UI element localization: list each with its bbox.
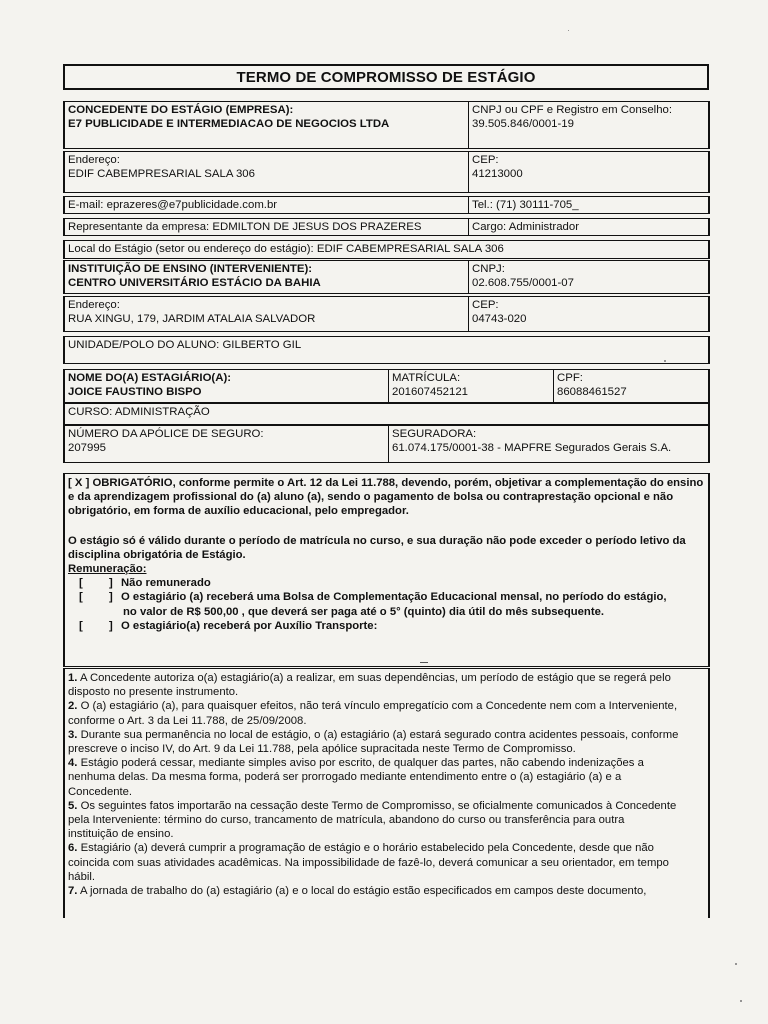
clause-5: 5. Os seguintes fatos importarão na cessação deste Termo de Compromisso, se oficialmente comunicados à Concedente	[68, 799, 677, 812]
option-2-text: O estagiário (a) receberá uma Bolsa de Complementação Educacional mensal, no período do estágio,	[121, 591, 667, 604]
clauses-section	[63, 668, 710, 918]
obrigatorio-line-1: [ X ] OBRIGATÓRIO, conforme permite o Art. 12 da Lei 11.788, devendo, porém, objetivar a complementação do ensino	[68, 477, 704, 489]
local-estagio: Local do Estágio (setor ou endereço do estágio): EDIF CABEMPRESARIAL SALA 306	[63, 240, 710, 259]
obrigatorio-section	[63, 473, 710, 667]
instituicao-cep-value: 04743-020	[472, 313, 527, 325]
scan-mark	[420, 662, 428, 663]
seguradora-cell	[388, 425, 710, 463]
estagiario-name-cell	[63, 369, 389, 403]
clause-1: 1. A Concedente autoriza o(a) estagiário(a) a realizar, em suas dependências, um período de estágio que se regerá pelo	[68, 672, 671, 684]
option-3-text: O estagiário(a) receberá por Auxílio Transporte:	[121, 619, 378, 632]
cpf-value: 86088461527	[557, 386, 627, 398]
concedente-cep-label: CEP:	[472, 154, 499, 166]
clause-7: 7. A jornada de trabalho do (a) estagiário (a) e o local do estágio estão especificados em campos deste documento,	[68, 885, 647, 898]
clause-4: 4. Estágio poderá cessar, mediante simples aviso por escrito, de qualquer das partes, não cabendo indenizações a	[68, 757, 644, 770]
instituicao-address-label: Endereço:	[68, 299, 120, 311]
concedente-cnpj-cell	[468, 101, 710, 149]
option-3-open-bracket: [	[79, 619, 83, 632]
instituicao-cnpj-cell	[468, 260, 710, 294]
concedente-cell	[63, 101, 469, 149]
concedente-email: E-mail: eprazeres@e7publicidade.com.br	[63, 196, 469, 214]
scan-speck	[740, 1000, 742, 1002]
option-nao-remunerado[interactable]	[68, 576, 705, 590]
clause-5-cont-2: instituição de ensino.	[68, 828, 174, 841]
unidade-polo: UNIDADE/POLO DO ALUNO: GILBERTO GIL	[63, 336, 710, 364]
instituicao-name: CENTRO UNIVERSITÁRIO ESTÁCIO DA BAHIA	[68, 277, 321, 289]
concedente-cnpj-value: 39.505.846/0001-19	[472, 118, 574, 130]
apolice-cell	[63, 425, 389, 463]
curso: CURSO: ADMINISTRAÇÃO	[63, 403, 710, 425]
concedente-address-label: Endereço:	[68, 154, 120, 166]
clause-6-cont-2: hábil.	[68, 870, 96, 883]
apolice-value: 207995	[68, 442, 107, 454]
concedente-name: E7 PUBLICIDADE E INTERMEDIACAO DE NEGOCIOS LTDA	[68, 118, 390, 130]
validity-line-2: disciplina obrigatória de Estágio.	[68, 548, 246, 561]
instituicao-cep-cell	[468, 296, 710, 332]
cpf-cell	[553, 369, 710, 403]
remuneracao-heading: Remuneração:	[68, 563, 147, 576]
instituicao-address-value: RUA XINGU, 179, JARDIM ATALAIA SALVADOR	[68, 313, 316, 325]
scan-speck	[664, 360, 666, 362]
concedente-cep-cell	[468, 151, 710, 193]
clause-4-cont-2: Concedente.	[68, 785, 133, 798]
option-auxilio-transporte[interactable]	[68, 619, 705, 633]
concedente-cnpj-label: CNPJ ou CPF e Registro em Conselho:	[472, 104, 673, 116]
concedente-cargo: Cargo: Administrador	[468, 218, 710, 236]
scan-speck	[568, 30, 569, 31]
clause-6-cont-1: coincida com suas atividades acadêmicas. Na impossibilidade de fazê-lo, deverá comunicar a seu orientador, em tempo	[68, 856, 669, 869]
clause-2: 2. O (a) estagiário (a), para quaisquer efeitos, não terá vínculo empregatício com a Concedente nem com a Interveniente,	[68, 700, 678, 713]
option-3-close-bracket: ]	[109, 619, 113, 632]
clause-4-cont-1: nenhuma delas. Da mesma forma, poderá ser prorrogado mediante entendimento entre o (a) estagiário (a) e a	[68, 771, 622, 784]
obrigatorio-line-2: e da aprendizagem profissional do (a) aluno (a), sendo o pagamento de bolsa ou contraprestação opcional e não	[68, 491, 674, 504]
option-bolsa[interactable]	[68, 590, 705, 604]
option-1-text: Não remunerado	[121, 577, 211, 590]
instituicao-address-cell	[63, 296, 469, 332]
clause-3-cont: prescreve o inciso IV, do Art. 9 da Lei 11.788, pela apólice supracitada neste Termo de Compromisso.	[68, 743, 576, 756]
scan-speck	[735, 963, 737, 965]
option-2-continuation: no valor de R$ 500,00 , que deverá ser paga até o 5° (quinto) dia útil do mês subsequente.	[123, 605, 605, 618]
option-2-close-bracket: ]	[109, 591, 113, 604]
cpf-label: CPF:	[557, 372, 583, 384]
obrigatorio-line-3: obrigatório, em forma de auxílio educacional, pelo empregador.	[68, 505, 409, 518]
concedente-address-value: EDIF CABEMPRESARIAL SALA 306	[68, 168, 255, 180]
document-title: TERMO DE COMPROMISSO DE ESTÁGIO	[63, 64, 709, 90]
estagiario-name-label: NOME DO(A) ESTAGIÁRIO(A):	[68, 372, 232, 384]
validity-line-1: O estágio só é válido durante o período de matrícula no curso, e sua duração não pode exceder o período letivo da	[68, 534, 686, 547]
matricula-cell	[388, 369, 554, 403]
concedente-cep-value: 41213000	[472, 168, 523, 180]
seguradora-value: 61.074.175/0001-38 - MAPFRE Segurados Gerais S.A.	[392, 442, 672, 454]
instituicao-cnpj-value: 02.608.755/0001-07	[472, 277, 574, 289]
concedente-tel: Tel.: (71) 30111-705_	[468, 196, 710, 214]
estagiario-name-value: JOICE FAUSTINO BISPO	[68, 386, 202, 398]
concedente-label: CONCEDENTE DO ESTÁGIO (EMPRESA):	[68, 104, 294, 116]
clause-3: 3. Durante sua permanência no local de estágio, o (a) estagiário (a) estará segurado contra acidentes pessoais, conforme	[68, 728, 679, 741]
option-2-open-bracket: [	[79, 591, 83, 604]
matricula-value: 201607452121	[392, 386, 469, 398]
option-1-close-bracket: ]	[109, 577, 113, 590]
clause-6: 6. Estagiário (a) deverá cumprir a programação de estágio e o horário estabelecido pela Concedente, desde que não	[68, 842, 654, 855]
matricula-label: MATRÍCULA:	[392, 372, 461, 384]
instituicao-label: INSTITUIÇÃO DE ENSINO (INTERVENIENTE):	[68, 263, 313, 275]
option-1-open-bracket: [	[79, 577, 83, 590]
concedente-address-cell	[63, 151, 469, 193]
instituicao-cep-label: CEP:	[472, 299, 499, 311]
concedente-representative: Representante da empresa: EDMILTON DE JESUS DOS PRAZERES	[63, 218, 469, 236]
clause-1-cont: disposto no presente instrumento.	[68, 686, 239, 699]
instituicao-cnpj-label: CNPJ:	[472, 263, 505, 275]
clause-2-cont: conforme o Art. 3 da Lei 11.788, de 25/09/2008.	[68, 714, 307, 727]
seguradora-label: SEGURADORA:	[392, 428, 477, 440]
instituicao-cell	[63, 260, 469, 294]
apolice-label: NÚMERO DA APÓLICE DE SEGURO:	[68, 428, 264, 440]
clause-5-cont-1: pela Interveniente: término do curso, trancamento de matrícula, abandono do curso ou transferência para outra	[68, 814, 625, 827]
